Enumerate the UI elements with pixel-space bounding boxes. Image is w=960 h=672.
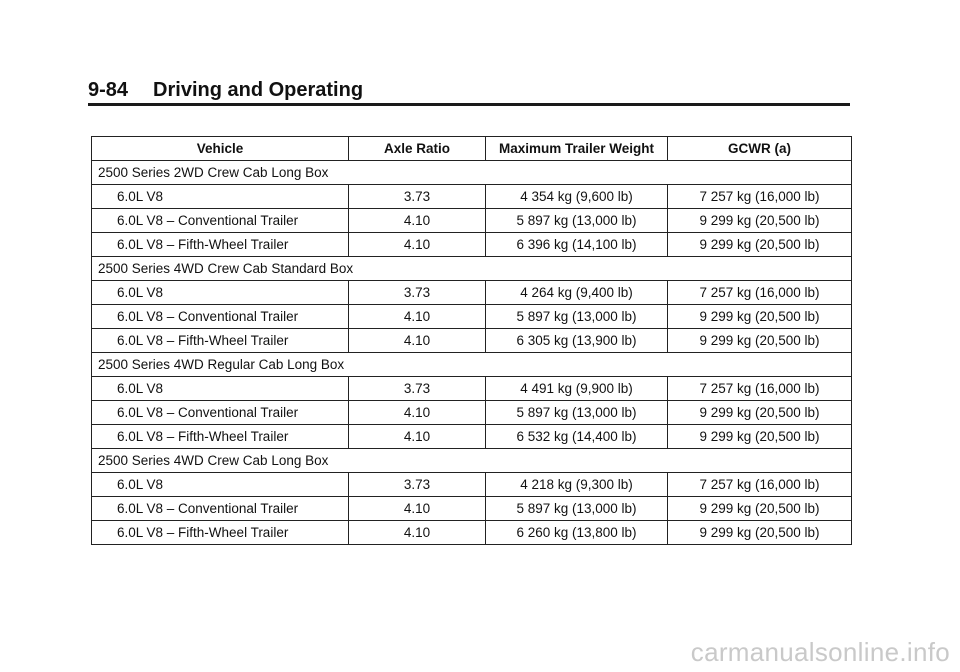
cell-vehicle: 6.0L V8 – Conventional Trailer xyxy=(92,401,349,425)
cell-axle-ratio: 3.73 xyxy=(349,185,486,209)
cell-vehicle: 6.0L V8 – Fifth-Wheel Trailer xyxy=(92,329,349,353)
cell-gcwr: 7 257 kg (16,000 lb) xyxy=(668,473,852,497)
page-number: 9-84 xyxy=(88,79,129,101)
cell-axle-ratio: 4.10 xyxy=(349,305,486,329)
cell-max-trailer-weight: 6 532 kg (14,400 lb) xyxy=(486,425,668,449)
cell-max-trailer-weight: 5 897 kg (13,000 lb) xyxy=(486,401,668,425)
cell-max-trailer-weight: 6 396 kg (14,100 lb) xyxy=(486,233,668,257)
cell-max-trailer-weight: 6 305 kg (13,900 lb) xyxy=(486,329,668,353)
cell-axle-ratio: 4.10 xyxy=(349,425,486,449)
cell-vehicle: 6.0L V8 – Conventional Trailer xyxy=(92,497,349,521)
column-header-gcwr: GCWR (a) xyxy=(668,137,852,161)
table-row xyxy=(92,377,852,401)
table-row xyxy=(92,473,852,497)
cell-vehicle: 6.0L V8 xyxy=(92,281,349,305)
header-rule xyxy=(88,103,850,106)
cell-gcwr: 9 299 kg (20,500 lb) xyxy=(668,329,852,353)
cell-vehicle: 6.0L V8 – Conventional Trailer xyxy=(92,305,349,329)
cell-vehicle: 6.0L V8 – Fifth-Wheel Trailer xyxy=(92,521,349,545)
cell-max-trailer-weight: 4 264 kg (9,400 lb) xyxy=(486,281,668,305)
cell-gcwr: 9 299 kg (20,500 lb) xyxy=(668,401,852,425)
table-row xyxy=(92,425,852,449)
cell-gcwr: 9 299 kg (20,500 lb) xyxy=(668,233,852,257)
cell-gcwr: 9 299 kg (20,500 lb) xyxy=(668,497,852,521)
cell-axle-ratio: 4.10 xyxy=(349,497,486,521)
cell-vehicle: 6.0L V8 xyxy=(92,473,349,497)
cell-axle-ratio: 4.10 xyxy=(349,329,486,353)
table-header-row xyxy=(92,137,852,161)
cell-vehicle: 6.0L V8 xyxy=(92,377,349,401)
cell-vehicle: 6.0L V8 xyxy=(92,185,349,209)
group-row xyxy=(92,257,852,281)
table-row xyxy=(92,329,852,353)
table-row xyxy=(92,521,852,545)
cell-gcwr: 7 257 kg (16,000 lb) xyxy=(668,281,852,305)
table-row xyxy=(92,401,852,425)
cell-axle-ratio: 4.10 xyxy=(349,209,486,233)
table-row xyxy=(92,497,852,521)
table-row xyxy=(92,233,852,257)
cell-gcwr: 9 299 kg (20,500 lb) xyxy=(668,305,852,329)
cell-axle-ratio: 3.73 xyxy=(349,377,486,401)
cell-gcwr: 7 257 kg (16,000 lb) xyxy=(668,377,852,401)
cell-axle-ratio: 4.10 xyxy=(349,521,486,545)
column-header-axle-ratio: Axle Ratio xyxy=(349,137,486,161)
table-row xyxy=(92,209,852,233)
cell-gcwr: 9 299 kg (20,500 lb) xyxy=(668,425,852,449)
group-title: 2500 Series 4WD Crew Cab Standard Box xyxy=(92,257,852,281)
group-row xyxy=(92,353,852,377)
cell-max-trailer-weight: 4 354 kg (9,600 lb) xyxy=(486,185,668,209)
table-row xyxy=(92,281,852,305)
cell-gcwr: 7 257 kg (16,000 lb) xyxy=(668,185,852,209)
cell-max-trailer-weight: 4 491 kg (9,900 lb) xyxy=(486,377,668,401)
cell-gcwr: 9 299 kg (20,500 lb) xyxy=(668,521,852,545)
cell-max-trailer-weight: 5 897 kg (13,000 lb) xyxy=(486,209,668,233)
cell-vehicle: 6.0L V8 – Fifth-Wheel Trailer xyxy=(92,233,349,257)
cell-max-trailer-weight: 5 897 kg (13,000 lb) xyxy=(486,305,668,329)
page-header xyxy=(88,79,850,102)
trailer-weight-table xyxy=(91,136,852,545)
cell-axle-ratio: 4.10 xyxy=(349,233,486,257)
section-title: Driving and Operating xyxy=(153,79,364,101)
watermark: carmanualsonline.info xyxy=(690,637,950,667)
column-header-max-trailer-weight: Maximum Trailer Weight xyxy=(486,137,668,161)
table-header xyxy=(92,137,852,161)
cell-axle-ratio: 3.73 xyxy=(349,281,486,305)
group-title: 2500 Series 2WD Crew Cab Long Box xyxy=(92,161,852,185)
group-title: 2500 Series 4WD Regular Cab Long Box xyxy=(92,353,852,377)
cell-axle-ratio: 4.10 xyxy=(349,401,486,425)
cell-gcwr: 9 299 kg (20,500 lb) xyxy=(668,209,852,233)
table-row xyxy=(92,305,852,329)
table-row xyxy=(92,185,852,209)
table-body xyxy=(92,161,852,545)
group-row xyxy=(92,449,852,473)
cell-max-trailer-weight: 5 897 kg (13,000 lb) xyxy=(486,497,668,521)
column-header-vehicle: Vehicle xyxy=(92,137,349,161)
cell-axle-ratio: 3.73 xyxy=(349,473,486,497)
group-row xyxy=(92,161,852,185)
cell-vehicle: 6.0L V8 – Conventional Trailer xyxy=(92,209,349,233)
cell-max-trailer-weight: 4 218 kg (9,300 lb) xyxy=(486,473,668,497)
group-title: 2500 Series 4WD Crew Cab Long Box xyxy=(92,449,852,473)
cell-vehicle: 6.0L V8 – Fifth-Wheel Trailer xyxy=(92,425,349,449)
cell-max-trailer-weight: 6 260 kg (13,800 lb) xyxy=(486,521,668,545)
